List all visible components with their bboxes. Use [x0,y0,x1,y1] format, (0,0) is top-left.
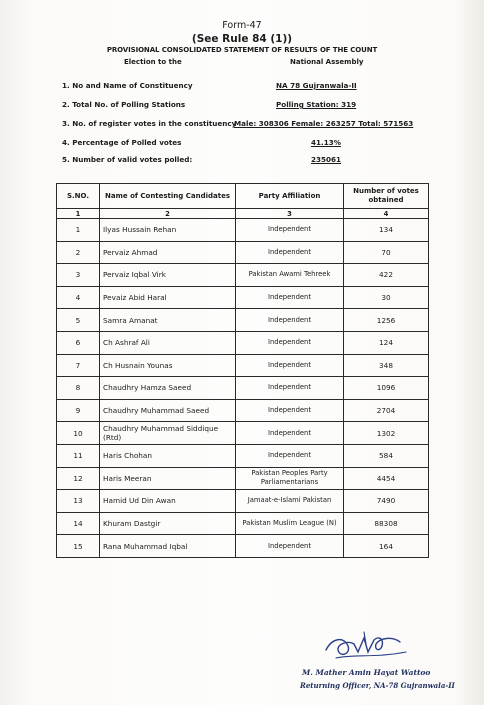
row-party: Independent [236,535,344,558]
row-votes: 30 [344,286,429,309]
row-party: Independent [236,219,344,242]
info-polling-stations [0,100,484,112]
row-candidate-name: Ilyas Hussain Rehan [100,219,236,242]
table-row [57,535,429,558]
row-sno: 6 [57,331,100,354]
row-party: Independent [236,286,344,309]
table-row [57,354,429,377]
row-votes: 4454 [344,467,429,490]
row-sno: 2 [57,241,100,264]
row-candidate-name: Chaudhry Muhammad Siddique (Rtd) [100,422,236,445]
row-votes: 348 [344,354,429,377]
form-title: Form-47 [222,20,262,31]
table-row [57,241,429,264]
row-votes: 124 [344,331,429,354]
row-votes: 2704 [344,399,429,422]
row-sno: 9 [57,399,100,422]
row-party: Independent [236,377,344,400]
column-number: 2 [100,209,236,219]
table-row [57,331,429,354]
row-sno: 4 [57,286,100,309]
info-label: 5. Number of valid votes polled: [62,155,193,164]
row-sno: 14 [57,512,100,535]
row-votes: 1256 [344,309,429,332]
row-party: Pakistan Awami Tehreek [236,264,344,287]
row-candidate-name: Ch Ashraf Ali [100,331,236,354]
table-row [57,219,429,242]
statement-title: PROVISIONAL CONSOLIDATED STATEMENT OF RESULTS OF THE COUNT [106,46,378,54]
info-valid-votes [0,155,484,167]
handwritten-signature [318,628,418,666]
row-candidate-name: Pervaiz Iqbal Virk [100,264,236,287]
info-registered-votes [0,119,484,131]
row-candidate-name: Haris Meeran [100,467,236,490]
row-sno: 7 [57,354,100,377]
info-label: 1. No and Name of Constituency [62,81,193,90]
row-candidate-name: Pevaiz Abid Haral [100,286,236,309]
info-label: 2. Total No. of Polling Stations [62,100,186,109]
row-votes: 1302 [344,422,429,445]
row-party: Jamaat-e-Islami Pakistan [236,490,344,513]
row-party: Pakistan Muslim League (N) [236,512,344,535]
table-row [57,309,429,332]
row-sno: 11 [57,444,100,467]
row-votes: 422 [344,264,429,287]
row-candidate-name: Chaudhry Hamza Saeed [100,377,236,400]
row-sno: 13 [57,490,100,513]
table-row [57,286,429,309]
row-party: Independent [236,354,344,377]
header-sno: S.NO. [57,184,100,209]
header-votes: Number of votes obtained [344,184,429,209]
info-label: 4. Percentage of Polled votes [62,138,182,147]
table-row [57,422,429,445]
results-body [57,219,429,558]
table-row [57,444,429,467]
row-sno: 12 [57,467,100,490]
row-candidate-name: Samra Amanat [100,309,236,332]
column-number: 1 [57,209,100,219]
row-votes: 7490 [344,490,429,513]
row-sno: 15 [57,535,100,558]
info-value: 41.13% [311,138,341,147]
row-party: Independent [236,444,344,467]
row-party: Independent [236,331,344,354]
row-party: Independent [236,399,344,422]
row-party: Independent [236,309,344,332]
row-candidate-name: Rana Muhammad Iqbal [100,535,236,558]
row-votes: 584 [344,444,429,467]
row-sno: 5 [57,309,100,332]
row-votes: 164 [344,535,429,558]
table-row [57,467,429,490]
row-candidate-name: Hamid Ud Din Awan [100,490,236,513]
header-party: Party Affiliation [236,184,344,209]
column-number: 4 [344,209,429,219]
table-header-row [57,184,429,209]
rule-reference: (See Rule 84 (1)) [191,33,293,45]
election-label: Election to the [124,58,182,66]
officer-stamp-title: Returning Officer, NA-78 Gujranwala-II [300,681,455,690]
info-value: NA 78 Gujranwala-II [276,81,357,90]
header-candidate-name: Name of Contesting Candidates [100,184,236,209]
row-party: Independent [236,241,344,264]
row-sno: 1 [57,219,100,242]
row-candidate-name: Ch Husnain Younas [100,354,236,377]
row-sno: 10 [57,422,100,445]
row-votes: 134 [344,219,429,242]
table-row [57,512,429,535]
table-row [57,377,429,400]
row-candidate-name: Chaudhry Muhammad Saeed [100,399,236,422]
info-label: 3. No. of register votes in the constituency [62,119,237,128]
row-sno: 3 [57,264,100,287]
election-value: National Assembly [290,58,364,66]
info-value: Male: 308306 Female: 263257 Total: 571563 [234,119,414,128]
column-number: 3 [236,209,344,219]
row-candidate-name: Haris Chohan [100,444,236,467]
officer-stamp-name: M. Mather Amin Hayat Wattoo [302,668,431,677]
column-number-row [57,209,429,219]
info-polled-percentage [0,138,484,150]
info-value: 235061 [311,155,342,164]
table-row [57,399,429,422]
table-row [57,490,429,513]
row-candidate-name: Khuram Dastgir [100,512,236,535]
row-sno: 8 [57,377,100,400]
row-party: Independent [236,422,344,445]
row-votes: 88308 [344,512,429,535]
row-votes: 70 [344,241,429,264]
info-constituency [0,81,484,93]
table-row [57,264,429,287]
row-party: Pakistan Peoples Party Parliamentarians [236,467,344,490]
row-candidate-name: Pervaiz Ahmad [100,241,236,264]
results-table [56,183,429,558]
row-votes: 1096 [344,377,429,400]
info-value: Polling Station: 319 [276,100,357,109]
